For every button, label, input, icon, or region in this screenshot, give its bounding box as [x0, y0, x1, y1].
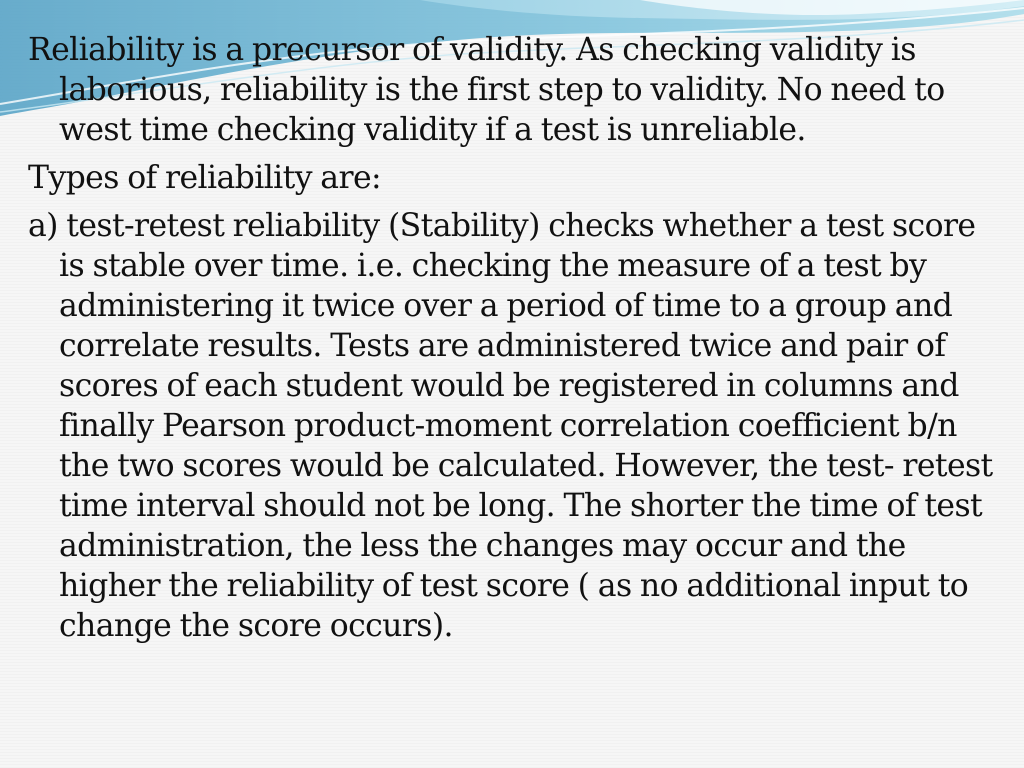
paragraph-reliability-precursor: Reliability is a precursor of validity. As checking validity is laborious, reliability is the first step to validity. No need to west time checking validity if a test is unreliable. [28, 32, 945, 148]
paragraph-types-heading: Types of reliability are: [28, 160, 382, 196]
slide-body [28, 30, 998, 654]
paragraph-test-retest: a) test-retest reliability (Stability) checks whether a test score is stable over time. i.e. checking the measure of a test by administering it twice over a period of time to a group and correlate results. Tests are administered twice and pair of scores of each student would be registered in columns and finally Pearson product-moment correlation coefficient b/n the two scores would be calculated. However, the test- retest time interval should not be long. The shorter the time of test administration, the less the changes may occur and the higher the reliability of test score ( as no additional input to change the score occurs). [28, 208, 993, 644]
